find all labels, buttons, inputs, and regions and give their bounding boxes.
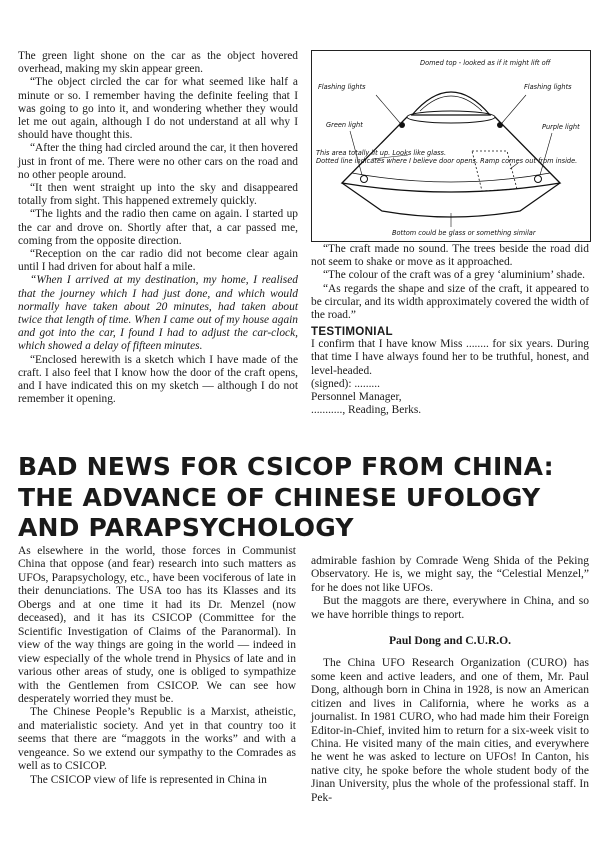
letter-paragraph: The green light shone on the car as the object hovered overhead, making my skin appear green. — [18, 50, 298, 76]
letter-paragraph: “When I arrived at my destination, my home, I realised that the journey which I had just done, and which would normally have taken about 20 minutes, had taken about twice that length of time. When I came out of my house again and got into the car, I found I had to adjust the car-clock, which showed a delay of fifteen minutes. — [18, 274, 298, 353]
ufo-sketch-figure — [311, 50, 591, 242]
article-headline — [18, 452, 590, 544]
article-right-column — [311, 555, 589, 805]
letter-paragraph: “The colour of the craft was of a grey ‘aluminium’ shade. — [323, 269, 585, 282]
ufo-sketch-drawing — [312, 51, 590, 241]
letter-paragraph: “After the thing had circled around the car, it then hovered just in front of me. There were no other cars on the road and no other people around. — [18, 142, 298, 181]
article-paragraph: As elsewhere in the world, those forces in Communist China that oppose (and fear) research into such matters as UFOs, Parapsychology, etc., have been vociferous of late in their denunciations. The USA too has its Klasses and its Obergs and at one time it had its Dr. Menzel (now deceased), and it has its CSICOP (Committee for the Scientific Investigation of Claims of the Paranormal). In view of the way things are going in the world — indeed in view especially of the whole trend in Physics of late and in various other areas of study, one is obliged to sympathize with the Gentlemen from CSICOP. We can see how desperately worried they must be. — [18, 545, 296, 705]
headline-line: THE ADVANCE OF CHINESE UFOLOGY — [18, 482, 541, 512]
label-purple-light: Purple light — [542, 123, 580, 131]
headline-line: BAD NEWS FOR CSICOP FROM CHINA: — [18, 452, 554, 481]
letter-paragraph: “Reception on the car radio did not become clear again until I had driven for about half a mile. — [18, 248, 298, 274]
letter-paragraph: “The craft made no sound. The trees beside the road did not seem to shake or move as it approached. — [311, 243, 589, 269]
label-door: Dotted line indicates where I believe door opens. Ramp comes out from inside. — [316, 157, 578, 165]
label-flashing-right: Flashing lights — [524, 83, 572, 91]
article-left-column — [18, 545, 296, 787]
testimonial-location: ..........., Reading, Berks. — [311, 404, 422, 417]
article-paragraph: But the maggots are there, everywhere in China, and so we have horrible things to report. — [311, 595, 589, 621]
testimonial-title: Personnel Manager, — [311, 391, 402, 404]
letter-right-column — [311, 243, 589, 417]
purple-light — [535, 176, 542, 183]
label-green-light: Green light — [326, 121, 363, 129]
letter-left-column — [18, 50, 298, 406]
letter-paragraph: “The object circled the car for what seemed like half a minute or so. I remember having the definite feeling that I was going to go into it, and wondering whether they would let me out again, although I do not understand at all why I should have thought this. — [18, 76, 298, 142]
testimonial-text: I confirm that I have know Miss ........ for six years. During that time I have always found her to be truthful, honest, and level-headed. — [311, 338, 589, 377]
article-paragraph: The Chinese People’s Republic is a Marxist, atheistic, and materialistic society. And yet in that country too it seems that there are “maggots in the works” and with a vengeance. So we extend our sympathy to the Comrades as well as to CSICOP. — [18, 706, 296, 773]
headline-line: AND PARAPSYCHOLOGY — [18, 513, 354, 543]
label-bottom: Bottom could be glass or something similar — [392, 229, 536, 237]
testimonial-heading: TESTIMONIAL — [311, 325, 393, 339]
letter-paragraph: “It then went straight up into the sky and disappeared totally from sight. This happened extremely quickly. — [18, 182, 298, 208]
testimonial-signature: (signed): ......... — [311, 377, 380, 390]
letter-paragraph: “The lights and the radio then came on again. I started up the car and drove on. Shortly after that, a car passed me, coming from the opposite direction. — [18, 208, 298, 247]
dome-shape — [412, 92, 490, 115]
label-lit-area: This area totally lit up. Looks like glass. — [316, 149, 447, 157]
letter-paragraph: “Enclosed herewith is a sketch which I have made of the craft. I also feel that I know how the door of the craft opens, and I have indicated this on my sketch — although I do not remember it opening. — [18, 353, 298, 406]
article-subheading: Paul Dong and C.U.R.O. — [388, 634, 512, 648]
article-paragraph: The China UFO Research Organization (CURO) has some keen and active leaders, and one of them, Mr. Paul Dong, although born in China in 1928, is now an American citizen and lives in California, where he works as a journalist. In 1981 CURO, who had made him their Foreign Editor-in-Chief, invited him to return for a six-week visit to China. He visited many of the main cities, and everywhere he went he was asked to lecture on UFOs! In Canton, his native city, he spoke before the whole student body of the Jinan University, plus the whole of the professional staff. In Pek- — [311, 657, 589, 804]
label-flashing-left: Flashing lights — [318, 83, 366, 91]
green-light — [361, 176, 368, 183]
label-domed-top: Domed top - looked as if it might lift off — [420, 59, 551, 67]
article-paragraph: The CSICOP view of life is represented in China in — [30, 773, 267, 786]
article-paragraph: admirable fashion by Comrade Weng Shida of the Peking Observatory. He is, we might say, the “Celestial Menzel,” for he does not like UFOs. — [311, 555, 589, 594]
letter-paragraph: “As regards the shape and size of the craft, it appeared to be circular, and its width approximately covered the width of the road.” — [311, 282, 589, 322]
